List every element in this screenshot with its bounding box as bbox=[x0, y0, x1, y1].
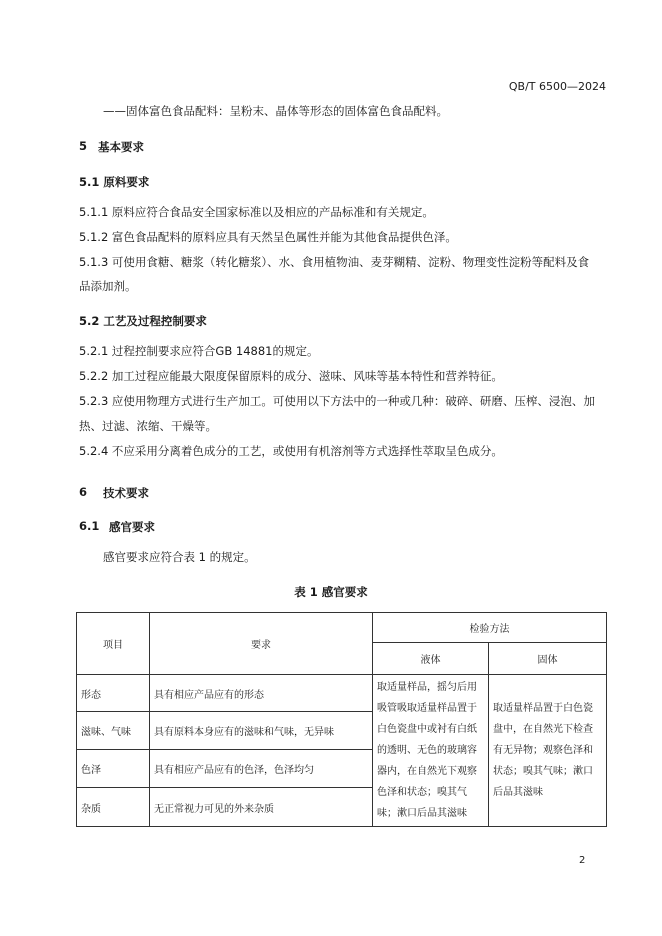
clause-5-1-3-line2: 品添加剂。 bbox=[79, 279, 137, 293]
row-requirement: 具有相应产品应有的形态 bbox=[150, 675, 373, 712]
row-item: 形态 bbox=[77, 675, 150, 712]
section-6-1-number: 6.1 bbox=[79, 519, 100, 533]
sensory-requirements-intro: 感官要求应符合表 1 的规定。 bbox=[103, 550, 256, 564]
clause-5-2-4: 5.2.4 不应采用分离着色成分的工艺，或使用有机溶剂等方式选择性萃取呈色成分。 bbox=[79, 444, 503, 458]
clause-5-2-1: 5.2.1 过程控制要求应符合GB 14881的规定。 bbox=[79, 344, 319, 358]
clause-5-2-2: 5.2.2 加工过程应能最大限度保留原料的成分、滋味、风味等基本特性和营养特征。 bbox=[79, 369, 503, 383]
row-item: 杂质 bbox=[77, 788, 150, 827]
clause-5-2-3-line1: 5.2.3 应使用物理方式进行生产加工。可使用以下方法中的一种或几种：破碎、研磨、压榨、浸泡、加 bbox=[79, 394, 595, 408]
header-item: 项目 bbox=[77, 613, 150, 675]
row-requirement: 具有原料本身应有的滋味和气味，无异味 bbox=[150, 712, 373, 750]
table-row bbox=[77, 675, 607, 712]
section-6-title: 技术要求 bbox=[103, 486, 149, 500]
page-number: 2 bbox=[579, 855, 586, 866]
header-liquid: 液体 bbox=[373, 643, 489, 675]
section-5-2-title: 5.2 工艺及过程控制要求 bbox=[79, 314, 207, 328]
header-test-method: 检验方法 bbox=[373, 613, 607, 643]
sensory-requirements-table bbox=[76, 612, 607, 827]
table-1-caption: 表 1 感官要求 bbox=[294, 585, 368, 599]
clause-5-1-1: 5.1.1 原料应符合食品安全国家标准以及相应的产品标准和有关规定。 bbox=[79, 205, 434, 219]
section-5-title: 基本要求 bbox=[98, 140, 144, 154]
section-5-number: 5 bbox=[79, 139, 88, 153]
liquid-test-method: 取适量样品，摇匀后用吸管吸取适量样品置于白色瓷盘中或衬有白纸的透明、无色的玻璃容器内，在自然光下观察色泽和状态；嗅其气味；漱口后品其滋味 bbox=[373, 675, 489, 827]
row-requirement: 具有相应产品应有的色泽，色泽均匀 bbox=[150, 750, 373, 788]
section-5-1-title: 5.1 原料要求 bbox=[79, 175, 150, 189]
section-6-number: 6 bbox=[79, 485, 88, 499]
clause-5-1-2: 5.1.2 富色食品配料的原料应具有天然呈色属性并能为其他食品提供色泽。 bbox=[79, 230, 457, 244]
row-requirement: 无正常视力可见的外来杂质 bbox=[150, 788, 373, 827]
row-item: 色泽 bbox=[77, 750, 150, 788]
header-requirement: 要求 bbox=[150, 613, 373, 675]
header-solid: 固体 bbox=[489, 643, 607, 675]
section-6-1-title: 感官要求 bbox=[109, 520, 155, 534]
document-code: QB/T 6500—2024 bbox=[508, 80, 606, 93]
clause-5-1-3-line1: 5.1.3 可使用食糖、糖浆（转化糖浆）、水、食用植物油、麦芽糊精、淀粉、物理变性淀粉等配料及食 bbox=[79, 255, 590, 269]
clause-5-2-3-line2: 热、过滤、浓缩、干燥等。 bbox=[79, 419, 217, 433]
row-item: 滋味、气味 bbox=[77, 712, 150, 750]
intro-list-item: ——固体富色食品配料：呈粉末、晶体等形态的固体富色食品配料。 bbox=[103, 104, 448, 118]
solid-test-method: 取适量样品置于白色瓷盘中，在自然光下检查有无异物；观察色泽和状态；嗅其气味；漱口后品其滋味 bbox=[489, 675, 607, 827]
